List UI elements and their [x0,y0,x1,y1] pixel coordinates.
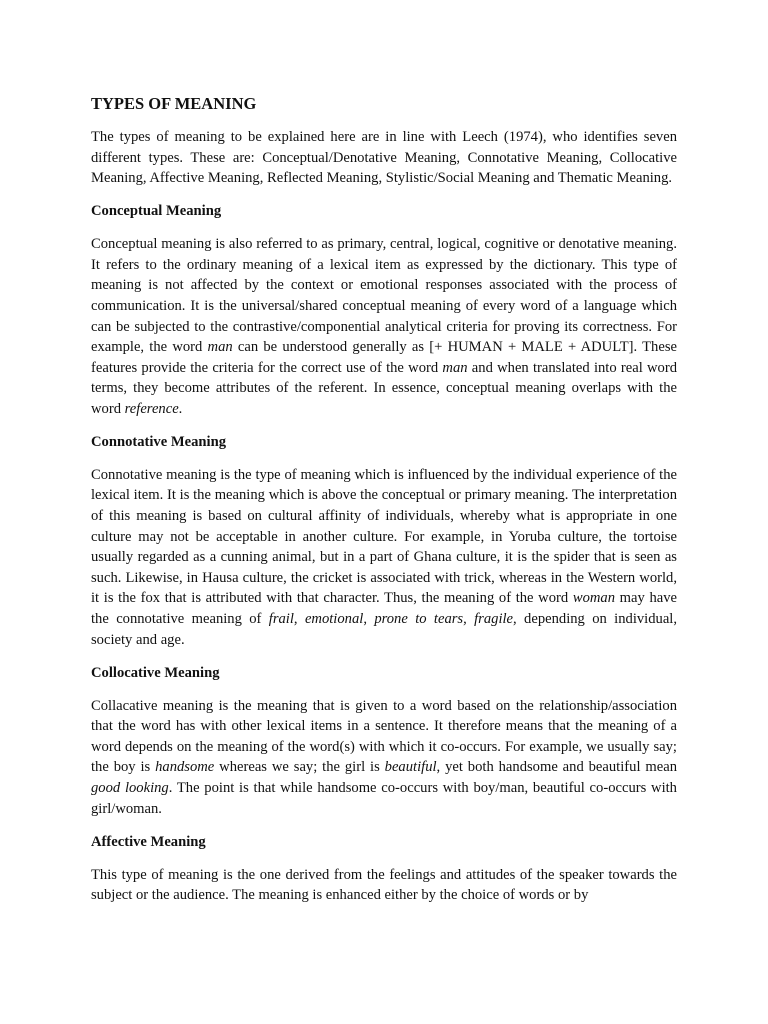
affective-heading: Affective Meaning [91,833,206,850]
conceptual-heading: Conceptual Meaning [91,203,222,220]
affective-paragraph: This type of meaning is the one derived from the feelings and attitudes of the speaker towards the subject or the audience. The meaning is enhanced either by the choice of words or by [91,866,677,904]
intro-paragraph: The types of meaning to be explained here are in line with Leech (1974), who identifies seven different types. These are: Conceptual/Denotative Meaning, Connotative Meaning, Collocative Meaning, Affective Meaning, Reflected Meaning, Stylistic/Social Meaning and Thematic Meaning. [91,129,677,187]
document-page [91,92,677,918]
connotative-heading: Connotative Meaning [91,433,226,450]
collocative-paragraph: Collacative meaning is the meaning that is given to a word based on the relationship/association that the word has with other lexical items in a sentence. It therefore means that the meaning of a word depends on the meaning of the word(s) with which it co-occurs. For example, we usually say; the boy is handsome whereas we say; the girl is beautiful, yet both handsome and beautiful mean good looking. The point is that while handsome co-occurs with boy/man, beautiful co-occurs with girl/woman. [91,697,677,817]
connotative-paragraph: Connotative meaning is the type of meaning which is influenced by the individual experience of the lexical item. It is the meaning which is above the conceptual or primary meaning. The interpretation of this meaning is based on cultural affinity of individuals, whereby what is appropriate in one culture may not be acceptable in another culture. For example, in Yoruba culture, the tortoise usually regarded as a cunning animal, but in a part of Ghana culture, it is the spider that is seen as such. Likewise, in Hausa culture, the cricket is associated with trick, whereas in the Western world, it is the fox that is attributed with that character. Thus, the meaning of the word woman may have the connotative meaning of frail, emotional, prone to tears, fragile, depending on individual, society and age. [91,466,678,648]
collocative-heading: Collocative Meaning [91,664,220,681]
page-title: TYPES OF MEANING [91,94,257,113]
conceptual-paragraph: Conceptual meaning is also referred to as primary, central, logical, cognitive or denotative meaning. It refers to the ordinary meaning of a lexical item as expressed by the dictionary. This type of meaning is not affected by the context or emotional responses associated with the process of communication. It is the universal/shared conceptual meaning of every word of a language which can be subjected to the contrastive/componential analytical criteria for proving its correctness. For example, the word man can be understood generally as [+ HUMAN + MALE + ADULT]. These features provide the criteria for the correct use of the word man and when translated into real word terms, they become attributes of the referent. In essence, conceptual meaning overlaps with the word reference. [91,236,677,417]
